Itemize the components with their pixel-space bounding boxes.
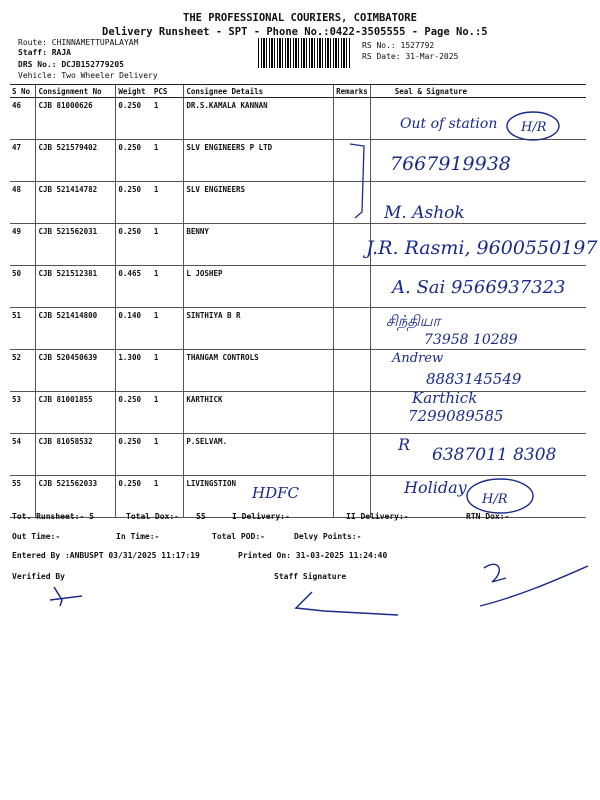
col-weight: Weight [116, 85, 152, 98]
cell-remarks [334, 392, 371, 434]
table-row [10, 392, 586, 434]
total-dox-value: 55 [196, 512, 206, 521]
handwriting-r47: 7667919938 [390, 153, 511, 175]
col-seal-signature: Seal & Signature [370, 85, 586, 98]
cell-consignment: CJB 521512381 [36, 266, 116, 308]
printed-on: Printed On: 31-03-2025 11:24:40 [238, 551, 388, 560]
cell-signature [370, 266, 586, 308]
cell-sno: 49 [10, 224, 36, 266]
cell-consignee: DR.S.KAMALA KANNAN [184, 98, 334, 140]
delivery-points-label: Delvy Points:- [294, 532, 362, 541]
cell-signature [370, 182, 586, 224]
cell-remarks [334, 266, 371, 308]
cell-weight: 0.250 [116, 98, 152, 140]
cell-pcs: 1 [152, 98, 184, 140]
cell-signature [370, 98, 586, 140]
handwriting-r46: Out of station [400, 116, 498, 132]
signature-scribble [480, 564, 588, 606]
handwriting-r48: M. Ashok [384, 203, 465, 223]
cell-pcs: 1 [152, 224, 184, 266]
verified-by-label: Verified By [12, 572, 65, 581]
handwriting-r49: J.R. Rasmi, 9600550197 [366, 237, 598, 259]
col-consignment: Consignment No [36, 85, 116, 98]
cell-consignment: CJB 520450639 [36, 350, 116, 392]
cell-consignee: BENNY [184, 224, 334, 266]
table-row [10, 98, 586, 140]
vehicle-label: Vehicle: Two Wheeler Delivery [18, 71, 158, 80]
drs-number: DRS No.: DCJB152779205 [18, 60, 124, 69]
handwriting-r54-mark: R [398, 435, 411, 454]
staff-signature-label: Staff Signature [274, 572, 347, 581]
cell-weight: 0.250 [116, 224, 152, 266]
col-remarks: Remarks [334, 85, 371, 98]
route-label: Route: CHINNAMETTUPALAYAM [18, 38, 139, 47]
cell-consignee: SLV ENGINEERS [184, 182, 334, 224]
cell-weight: 0.250 [116, 392, 152, 434]
table-row [10, 350, 586, 392]
table-row [10, 224, 586, 266]
cell-remarks [334, 140, 371, 182]
ii-delivery-label: II Delivery:- [346, 512, 409, 521]
cell-pcs: 1 [152, 392, 184, 434]
cell-consignment: CJB 521562033 [36, 476, 116, 518]
cell-remarks [334, 224, 371, 266]
cell-consignee: SINTHIYA B R [184, 308, 334, 350]
cell-signature [370, 350, 586, 392]
handwriting-r51-name: சிந்தியா [386, 312, 441, 330]
cell-pcs: 1 [152, 182, 184, 224]
cell-weight: 0.250 [116, 434, 152, 476]
cell-consignment: CJB 521579402 [36, 140, 116, 182]
cell-signature [370, 224, 586, 266]
cell-consignment: CJB 521562031 [36, 224, 116, 266]
handwriting-r53-num: 7299089585 [408, 407, 504, 425]
cell-sno: 55 [10, 476, 36, 518]
cell-weight: 1.300 [116, 350, 152, 392]
cell-sno: 52 [10, 350, 36, 392]
cell-remarks [334, 434, 371, 476]
table-row [10, 140, 586, 182]
cell-sno: 54 [10, 434, 36, 476]
cell-sno: 48 [10, 182, 36, 224]
handwriting-r55-remark: HDFC [252, 484, 299, 502]
handwriting-r52-name: Andrew [392, 351, 444, 366]
staff-label: Staff: RAJA [18, 48, 71, 57]
cell-weight: 0.140 [116, 308, 152, 350]
cell-consignee: P.SELVAM. [184, 434, 334, 476]
cell-sno: 51 [10, 308, 36, 350]
cell-remarks [334, 182, 371, 224]
company-title: THE PROFESSIONAL COURIERS, COIMBATORE [183, 12, 417, 24]
runsheet-subtitle: Delivery Runsheet - SPT - Phone No.:0422-3505555 - Page No.:5 [102, 26, 488, 38]
cell-weight: 0.250 [116, 182, 152, 224]
col-sno: S No [10, 85, 36, 98]
barcode [258, 38, 350, 68]
cell-weight: 0.250 [116, 476, 152, 518]
cell-signature [370, 392, 586, 434]
rs-date: RS Date: 31-Mar-2025 [362, 52, 459, 61]
cell-pcs: 1 [152, 350, 184, 392]
cell-pcs: 1 [152, 140, 184, 182]
cell-pcs: 1 [152, 266, 184, 308]
cell-signature [370, 434, 586, 476]
out-time-label: Out Time:- [12, 532, 61, 541]
cell-pcs: 1 [152, 476, 184, 518]
in-time-label: In Time:- [116, 532, 160, 541]
cell-consignment: CJB 521414800 [36, 308, 116, 350]
table-row [10, 308, 586, 350]
total-runsheet: Tot. Runsheet:- 5 [12, 512, 94, 521]
handwriting-r53-name: Karthick [412, 389, 478, 407]
cell-weight: 0.250 [116, 140, 152, 182]
cell-pcs: 1 [152, 434, 184, 476]
handwriting-r50: A. Sai 9566937323 [392, 277, 566, 298]
rtn-dox-label: RTN Dox:- [466, 512, 510, 521]
table-header-row [10, 85, 586, 98]
cell-remarks [334, 350, 371, 392]
i-delivery-label: I Delivery:- [232, 512, 290, 521]
cell-remarks [334, 308, 371, 350]
cell-consignee: LIVINGSTION [184, 476, 334, 518]
cell-consignee: L JOSHEP [184, 266, 334, 308]
handwriting-r54-num: 6387011 8308 [432, 445, 557, 465]
handwriting-r55-sig: Holiday [404, 478, 467, 497]
total-dox-label: Total Dox:- [126, 512, 179, 521]
cell-consignment: CJB 521414782 [36, 182, 116, 224]
cell-sno: 53 [10, 392, 36, 434]
cell-weight: 0.465 [116, 266, 152, 308]
col-pcs: PCS [152, 85, 184, 98]
handwriting-r52-num: 8883145549 [426, 370, 522, 388]
handwriting-r46-mark: H/R [521, 120, 547, 135]
table-row [10, 182, 586, 224]
cell-signature [370, 308, 586, 350]
verified-signature [50, 587, 82, 606]
handwriting-r51-num: 73958 10289 [424, 332, 518, 348]
staff-signature [296, 592, 398, 615]
rs-number: RS No.: 1527792 [362, 41, 435, 50]
cell-consignee: KARTHICK [184, 392, 334, 434]
cell-consignment: CJB 81001855 [36, 392, 116, 434]
entered-by: Entered By :ANBUSPT 03/31/2025 11:17:19 [12, 551, 200, 560]
cell-sno: 50 [10, 266, 36, 308]
runsheet-table [10, 84, 586, 518]
total-pod-label: Total POD:- [212, 532, 265, 541]
cell-remarks [334, 98, 371, 140]
cell-sno: 46 [10, 98, 36, 140]
cell-sno: 47 [10, 140, 36, 182]
table-row [10, 434, 586, 476]
cell-consignee: THANGAM CONTROLS [184, 350, 334, 392]
table-row [10, 266, 586, 308]
cell-signature [370, 140, 586, 182]
handwriting-r55-mark: H/R [482, 492, 508, 507]
cell-pcs: 1 [152, 308, 184, 350]
col-consignee: Consignee Details [184, 85, 334, 98]
cell-consignee: SLV ENGINEERS P LTD [184, 140, 334, 182]
cell-consignment: CJB 81000626 [36, 98, 116, 140]
cell-consignment: CJB 81058532 [36, 434, 116, 476]
